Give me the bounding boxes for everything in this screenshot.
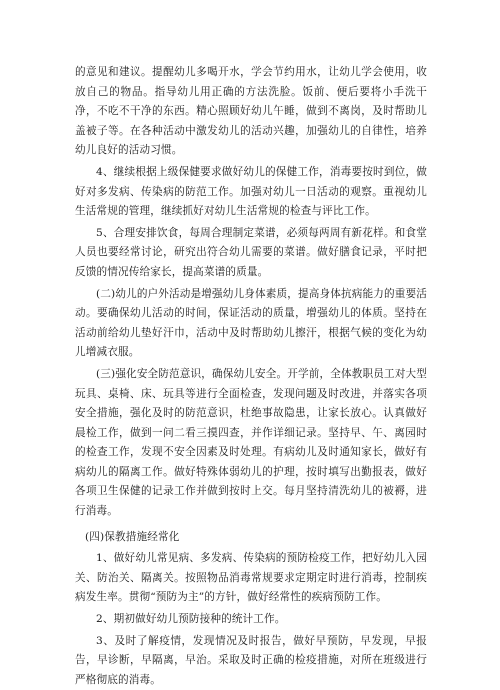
paragraph-item-3: 3、及时了解疫情，发现情况及时报告，做好早预防，早发现，早报告，早诊断，早隔离，早治。采取及时正确的检疫措施，对所在班级进行严格彻底的消毒。 bbox=[75, 634, 427, 686]
paragraph-item-5: 5、合理安排饮食，每周合理制定菜谱，必须每两周有新花样。和食堂人员也要经常讨论，研究出符合幼儿需要的菜谱。做好膳食记录，平时把反馈的情况传给家长，提高菜谱的质量。 bbox=[75, 226, 427, 278]
paragraph-continuation: 的意见和建议。提醒幼儿多喝开水，学会节约用水，让幼儿学会使用，收放自己的物品。指导幼儿用正确的方法洗脸。饭前、便后要将小手洗干净，不吃不干净的东西。精心照顾好幼儿午睡，做到不离岗，及时帮助儿盖被子等。在各种活动中激发幼儿的活动兴趣，加强幼儿的自律性，培养幼儿良好的活动习惯。 bbox=[75, 66, 427, 157]
paragraph-item-1: 1、做好幼儿常见病、多发病、传染病的预防检疫工作，把好幼儿入园关、防治关、隔离关。按照物品消毒常规要求定期定时进行消毒，控制疾病发生率。贯彻“预防为主”的方针，做好经常性的疾病预防工作。 bbox=[75, 552, 427, 604]
paragraph-item-4: 4、继续根据上级保健要求做好幼儿的保健工作，消毒要按时到位，做好对多发病、传染病的防范工作。加强对幼儿一日活动的观察。重视幼儿生活常规的管理，继续抓好对幼儿生活常规的检查与评比工作。 bbox=[75, 165, 427, 218]
section-heading-4: (四)保教措施经常化 bbox=[85, 530, 180, 543]
document-body bbox=[75, 63, 427, 690]
paragraph-section-3: (三)强化安全防范意识，确保幼儿安全。开学前，全体教职员工对大型玩具、桌椅、床、玩具等进行全面检查，发现问题及时改进，并落实各项安全措施，强化及时的防范意识，杜绝事故隐患，让家长放心。认真做好晨检工作，做到一问二看三摸四查，并作详细记录。坚持早、午、离园时的检查工作，发现不安全因素及时处理。有病幼儿及时通知家长，做好有病幼儿的隔离工作。做好特殊体弱幼儿的护理，按时填写出勤报表，做好各项卫生保健的记录工作并做到按时上交。每月坚持清洗幼儿的被褥，进行消毒。 bbox=[75, 367, 427, 518]
paragraph-item-2: 2、期初做好幼儿预防接种的统计工作。 bbox=[96, 613, 286, 626]
paragraph-section-2: (二)幼儿的户外活动是增强幼儿身体素质，提高身体抗病能力的重要活动。要确保幼儿活动的时间，保证活动的质量，增强幼儿的体质。坚持在活动前给幼儿垫好汗巾，活动中及时帮助幼儿擦汗，根据气候的变化为幼儿增减衣服。 bbox=[75, 287, 427, 359]
